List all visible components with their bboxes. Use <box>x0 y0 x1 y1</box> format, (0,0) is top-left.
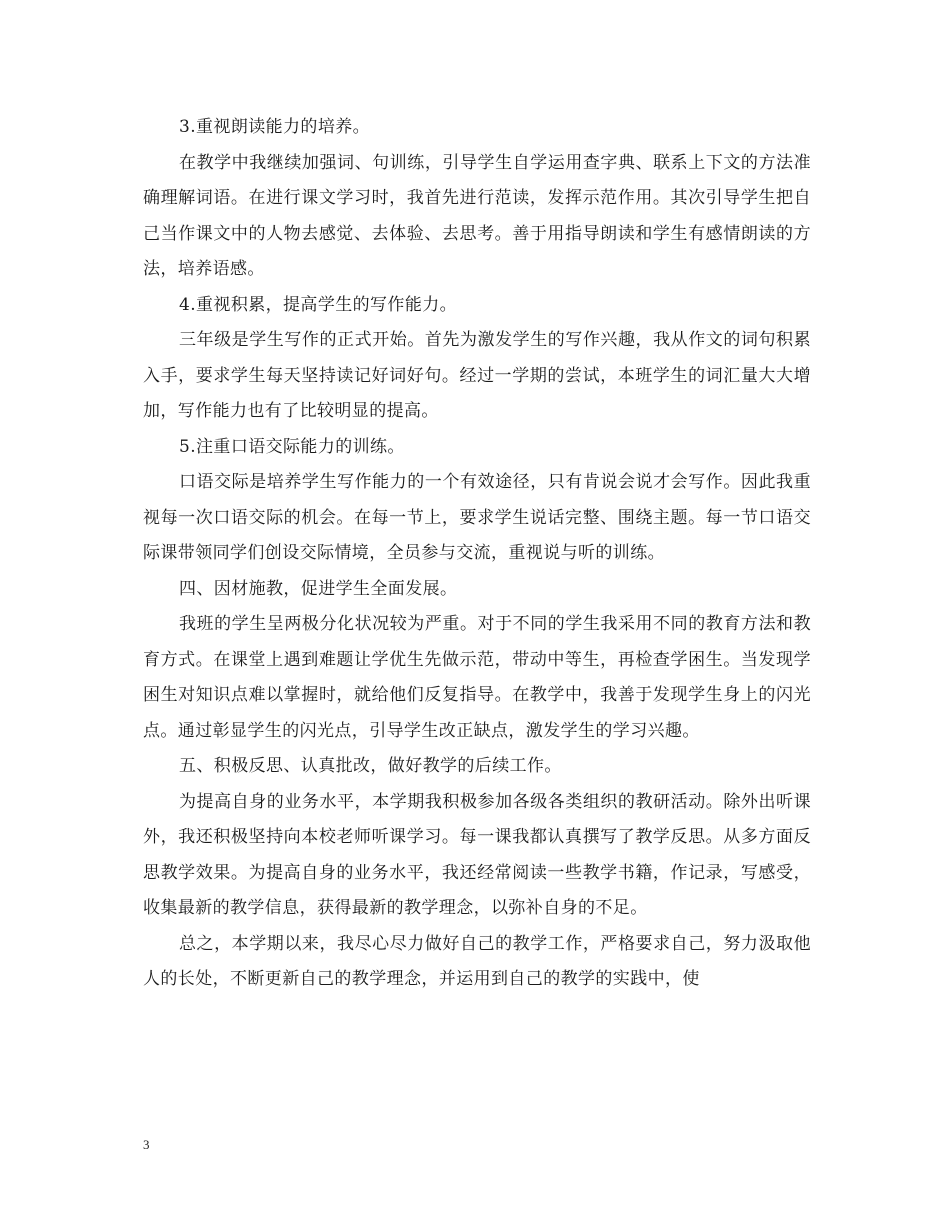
page-number: 3 <box>143 1137 150 1152</box>
document-body <box>143 110 811 998</box>
para-section-five: 为提高自身的业务水平，本学期我积极参加各级各类组织的教研活动。除外出听课外，我还积极坚持向本校老师听课学习。每一课我都认真撰写了教学反思。从多方面反思教学效果。为提高自身的业务水平，我还经常阅读一些教学书籍，作记录，写感受，收集最新的教学信息，获得最新的教学理念，以弥补自身的不足。 <box>143 791 811 918</box>
para-section-four: 我班的学生呈两极分化状况较为严重。对于不同的学生我采用不同的教育方法和教育方式。在课堂上遇到难题让学优生先做示范，带动中等生，再检查学困生。当发现学困生对知识点难以掌握时，就给他们反复指导。在教学中，我善于发现学生身上的闪光点。通过彰显学生的闪光点，引导学生改正缺点，激发学生的学习兴趣。 <box>143 614 811 741</box>
para-writing: 三年级是学生写作的正式开始。首先为激发学生的写作兴趣，我从作文的词句积累入手，要求学生每天坚持读记好词好句。经过一学期的尝试，本班学生的词汇量大大增加，写作能力也有了比较明显的提高。 <box>143 330 811 421</box>
heading-section-five: 五、积极反思、认真批改，做好教学的后续工作。 <box>179 756 562 776</box>
para-reading: 在教学中我继续加强词、句训练，引导学生自学运用查字典、联系上下文的方法准确理解词语。在进行课文学习时，我首先进行范读，发挥示范作用。其次引导学生把自己当作课文中的人物去感觉、去体验、去思考。善于用指导朗读和学生有感情朗读的方法，培养语感。 <box>143 152 811 279</box>
heading-oral: 5.注重口语交际能力的训练。 <box>179 436 405 457</box>
heading-writing: 4.重视积累，提高学生的写作能力。 <box>179 294 458 315</box>
para-oral: 口语交际是培养学生写作能力的一个有效途径，只有肯说会说才会写作。因此我重视每一次口语交际的机会。在每一节上，要求学生说话完整、围绕主题。每一节口语交际课带领同学们创设交际情境，全员参与交流，重视说与听的训练。 <box>143 472 811 563</box>
para-summary: 总之，本学期以来，我尽心尽力做好自己的教学工作，严格要求自己，努力汲取他人的长处，不断更新自己的教学理念，并运用到自己的教学的实践中，使 <box>143 933 811 989</box>
heading-reading: 3.重视朗读能力的培养。 <box>179 117 371 137</box>
heading-section-four: 四、因材施教，促进学生全面发展。 <box>179 578 458 599</box>
